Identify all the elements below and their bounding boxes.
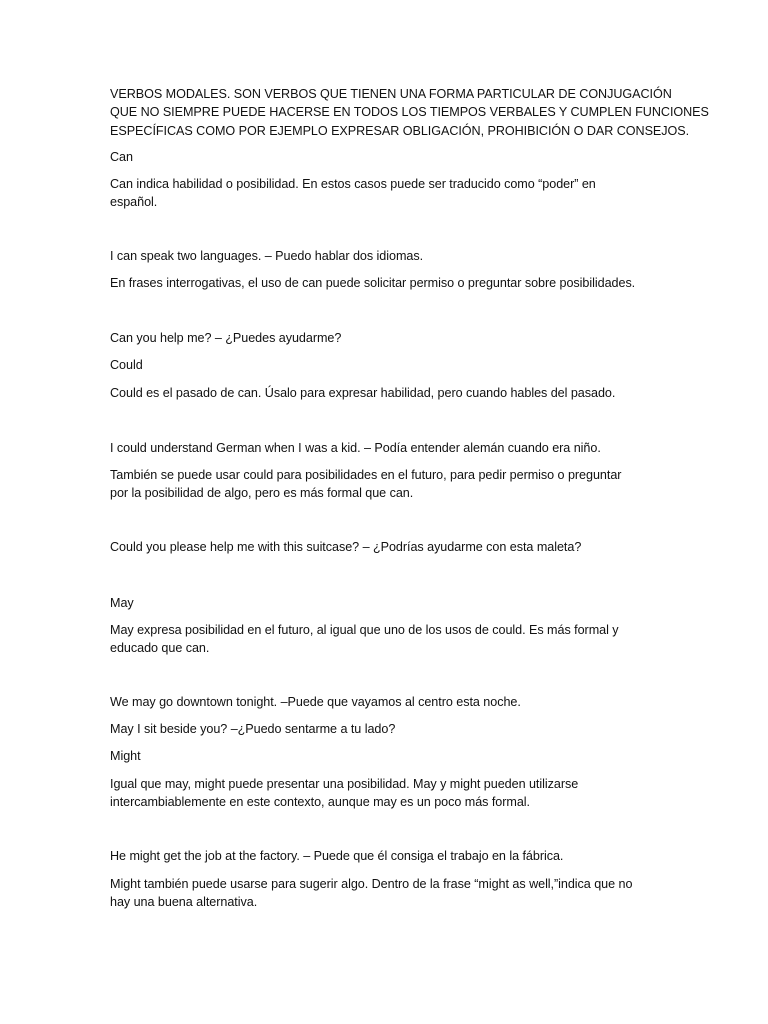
can-description-line: Can indica habilidad o posibilidad. En estos casos puede ser traducido como “poder” en bbox=[110, 177, 596, 191]
could-example-2: Could you please help me with this suitcase? – ¿Podrías ayudarme con esta maleta? bbox=[110, 540, 582, 554]
could-note bbox=[110, 466, 670, 503]
could-heading: Could bbox=[110, 358, 143, 372]
intro-line: VERBOS MODALES. SON VERBOS QUE TIENEN UNA FORMA PARTICULAR DE CONJUGACIÓN bbox=[110, 87, 672, 101]
can-example-1: I can speak two languages. – Puedo hablar dos idiomas. bbox=[110, 249, 424, 263]
might-note-line: Might también puede usarse para sugerir algo. Dentro de la frase “might as well,”indica que no bbox=[110, 877, 633, 891]
can-heading: Can bbox=[110, 150, 133, 164]
may-example-2: May I sit beside you? –¿Puedo sentarme a tu lado? bbox=[110, 722, 396, 736]
intro-paragraph bbox=[110, 85, 709, 140]
can-example-2: Can you help me? – ¿Puedes ayudarme? bbox=[110, 331, 342, 345]
might-heading: Might bbox=[110, 749, 141, 763]
may-heading: May bbox=[110, 596, 134, 610]
can-note: En frases interrogativas, el uso de can puede solicitar permiso o preguntar sobre posibilidades. bbox=[110, 276, 636, 290]
could-example-1: I could understand German when I was a kid. – Podía entender alemán cuando era niño. bbox=[110, 441, 601, 455]
intro-line: ESPECÍFICAS COMO POR EJEMPLO EXPRESAR OBLIGACIÓN, PROHIBICIÓN O DAR CONSEJOS. bbox=[110, 123, 690, 138]
may-description bbox=[110, 621, 670, 658]
can-description-line: español. bbox=[110, 195, 158, 210]
may-description-line: educado que can. bbox=[110, 641, 210, 656]
could-description: Could es el pasado de can. Úsalo para expresar habilidad, pero cuando hables del pasado. bbox=[110, 386, 616, 400]
intro-line: QUE NO SIEMPRE PUEDE HACERSE EN TODOS LOS TIEMPOS VERBALES Y CUMPLEN FUNCIONES bbox=[110, 105, 709, 120]
could-note-line: También se puede usar could para posibilidades en el futuro, para pedir permiso o preguntar bbox=[110, 468, 622, 482]
might-example-1: He might get the job at the factory. – Puede que él consiga el trabajo en la fábrica. bbox=[110, 849, 564, 863]
can-description bbox=[110, 175, 670, 212]
might-note bbox=[110, 875, 670, 912]
might-description-line: intercambiablemente en este contexto, aunque may es un poco más formal. bbox=[110, 795, 530, 810]
may-description-line: May expresa posibilidad en el futuro, al igual que uno de los usos de could. Es más formal y bbox=[110, 623, 619, 637]
might-note-line: hay una buena alternativa. bbox=[110, 895, 258, 910]
could-note-line: por la posibilidad de algo, pero es más formal que can. bbox=[110, 486, 414, 501]
might-description-line: Igual que may, might puede presentar una posibilidad. May y might pueden utilizarse bbox=[110, 777, 579, 791]
might-description bbox=[110, 775, 670, 812]
may-example-1: We may go downtown tonight. –Puede que vayamos al centro esta noche. bbox=[110, 695, 521, 709]
